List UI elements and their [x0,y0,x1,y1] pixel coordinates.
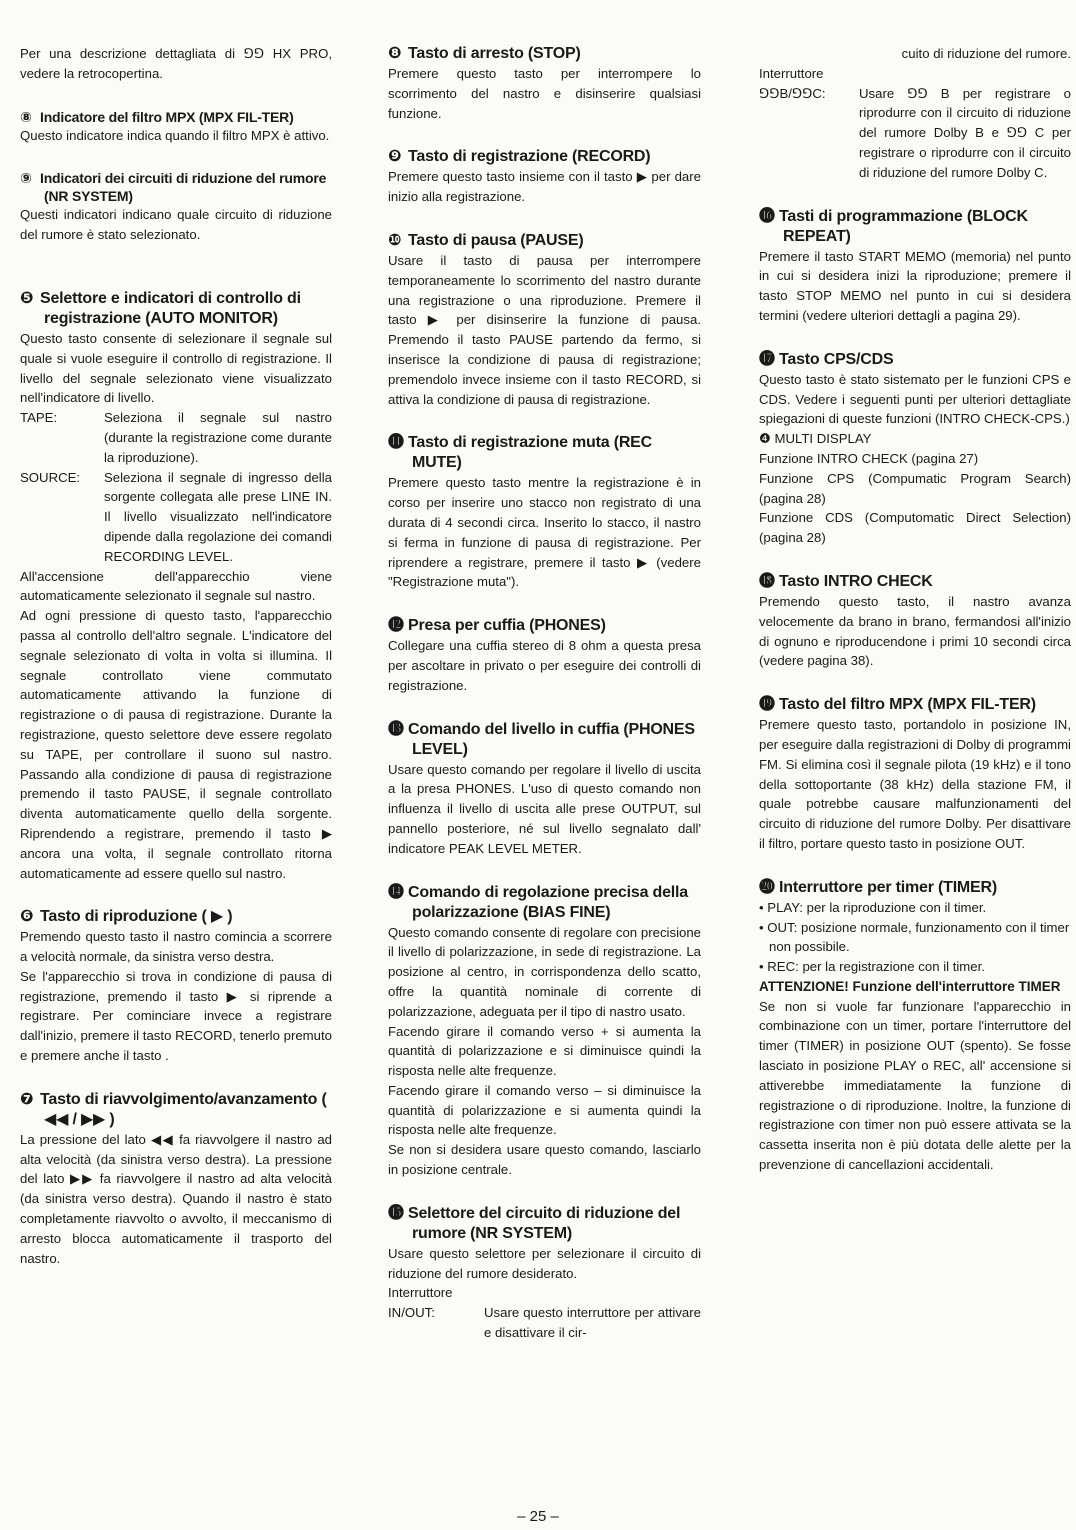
section-nr-indicators [20,169,332,245]
section-title: Tasto di pausa (PAUSE) [408,231,584,249]
section-number: ❿ [388,231,402,249]
definition-term: SOURCE: [20,469,81,485]
section-number: ⓳ [759,696,775,714]
section-heading [388,720,701,760]
bullet-item: • PLAY: per la riproduzione con il timer. [759,899,987,915]
section-body: Premere il tasto START MEMO (memoria) nel punto in cui si desidera inizi la riproduzione; premere il tasto STOP MEMO nel punto in cui si desidera termini (vedere ulteriori dettagli a pagina 29). [759,248,1071,323]
reference-line: ❹ MULTI DISPLAY [759,431,872,447]
section-number: ❾ [388,148,402,166]
section-body: Premere questo tasto, portandolo in posizione IN, per eseguire dalla registrazioni di Dolby di programmi FM. Si elimina così il segnale pilota (19 kHz) e il tono della sottoportante (38 kHz) della stazione FM, il quale potrebbe causare malfunzionamenti del circuito di riduzione del rumore Dolby. Per disattivare il filtro, portare questo tasto in posizione OUT. [759,717,1071,851]
continued-text: cuito di riduzione del rumore. [901,46,1071,61]
section-paragraph: Se non si desidera usare questo comando, lasciarlo in posizione centrale. [388,1142,701,1178]
section-rec-mute [388,433,701,592]
section-heading [20,907,332,927]
section-number: ⓲ [759,572,775,590]
section-body: Collegare una cuffia stereo di 8 ohm a questa presa per ascoltare in privato o per eseguire dei controlli di registrazione. [388,638,701,693]
section-heading [388,883,701,923]
bullet-item: • OUT: posizione normale, funzionamento con il timer non possibile. [759,919,1070,955]
section-pause [388,231,701,409]
section-body: Usare questo selettore per selezionare il circuito di riduzione del rumore desiderato. [388,1245,701,1281]
section-number: ⓯ [388,1204,404,1222]
section-number: ❻ [20,908,34,926]
section-heading [759,878,1071,898]
page-number: – 25 – [517,1508,559,1525]
definition-desc: Usare questo interruttore per attivare e disattivare il cir- [484,1305,701,1341]
section-title: Indicatore del filtro MPX (MPX FIL-TER) [40,108,294,125]
section-heading [759,350,1071,370]
intro-hx-pro [20,44,332,84]
section-paragraph: Premendo questo tasto il nastro comincia a scorrere a velocità normale, da sinistra verso destra. [20,929,332,965]
section-phones-level [388,720,701,859]
definition-list [388,1303,701,1343]
section-body: Usare il tasto di pausa per interrompere temporaneamente lo scorrimento del nastro durante una registrazione o una riproduzione. Premere il tasto ▶ per disinserire la funzione di pausa. Premendo il tasto PAUSE partendo da fermo, si inserisce la condizione di pausa di registrazione; premendolo invece insieme con il tasto RECORD, si attiva la condizione di pausa di registrazione. [388,252,701,407]
definition-in-out [388,1303,701,1343]
definition-dolby [759,84,1071,183]
column-middle [388,44,701,1367]
section-nr-selector-cont [759,44,1071,183]
section-paragraph: Facendo girare il comando verso – si diminuisce la quantità di polarizzazione e si aumenta quindi la risposta nelle alte frequenze. [388,1082,701,1138]
section-cps-cds [759,350,1071,548]
section-title: Tasto di arresto (STOP) [408,45,581,62]
section-title: Tasto di registrazione muta (REC MUTE) [408,434,653,472]
section-title: Comando del livello in cuffia (PHONES LEVEL) [408,720,695,758]
section-title: Tasto di registrazione (RECORD) [408,148,651,166]
section-heading [388,44,701,64]
section-title: Tasto del filtro MPX (MPX FIL-TER) [779,696,1036,714]
section-body: Premere questo tasto mentre la registrazione è in corso per inserire uno stacco non registrato di una durata di 4 secondi circa. Inserito lo stacco, il nastro si ferma in funzione di pausa di registrazione. Per riprendere a registrare, premere il tasto ▶ (vedere "Registrazione muta"). [388,475,701,590]
section-body: Questo indicatore indica quando il filtro MPX è attivo. [20,127,330,143]
section-mpx-indicator [20,108,332,146]
warning-heading: ATTENZIONE! Funzione dell'interruttore TIMER [759,978,1061,994]
section-timer [759,878,1071,1175]
section-title: Indicatori dei circuiti di riduzione del rumore (NR SYSTEM) [40,170,327,205]
section-number: ⓬ [388,617,404,635]
section-heading [388,616,701,636]
section-number: ❽ [388,45,402,62]
section-stop [388,44,701,123]
section-number: ❺ [20,289,34,307]
reference-line: Funzione CDS (Computomatic Direct Selection) (pagina 28) [759,510,1071,546]
section-intro-check [759,572,1071,671]
section-title: Tasto di riavvolgimento/avanzamento ( ◀◀ / ▶▶ ) [40,1090,327,1128]
section-number: ⓭ [388,720,404,738]
definition-desc: Seleziona il segnale di ingresso della sorgente collegata alle prese LINE IN. Il livello visualizzato nell'indicatore dipende dalla regolazione dei comandi RECORDING LEVEL. [104,469,332,564]
section-body: Questo tasto è stato sistemato per le funzioni CPS e CDS. Vedere i seguenti punti per ulteriori dettagliate spiegazioni di queste funzioni (INTRO CHECK-CPS.) [759,371,1071,427]
section-heading [20,1090,332,1130]
section-title: Selettore del circuito di riduzione del rumore (NR SYSTEM) [408,1204,681,1242]
definition-term: IN/OUT: [388,1305,435,1321]
section-mpx-filter [759,695,1071,854]
section-auto-monitor [20,289,332,883]
section-phones [388,616,701,695]
definition-desc: Usare ⅁⅁ B per registrare o riprodurre con il circuito di riduzione del rumore Dolby B e ⅁⅁ C per registrare o riprodurre con il circuito di riduzione del rumore Dolby C. [859,85,1071,180]
section-number: ⑨ [20,170,32,187]
section-number: ⓴ [759,878,775,896]
definition-tape [20,408,332,467]
section-number: ⓮ [388,883,404,901]
section-heading [20,289,332,329]
section-body: Premere questo tasto insieme con il tasto ▶ per dare inizio alla registrazione. [388,169,701,205]
bullet-item: • REC: per la registrazione con il timer. [759,959,985,975]
section-title: Tasti di programmazione (BLOCK REPEAT) [779,207,1028,245]
section-body: Questo tasto consente di selezionare il segnale sul quale si vuole eseguire il controllo di registrazione. Il livello del segnale selezionato viene visualizzato nell'indicatore di livello. [20,330,332,406]
section-title: Selettore e indicatori di controllo di registrazione (AUTO MONITOR) [40,289,301,327]
section-number: ❼ [20,1090,34,1108]
section-body: Premendo questo tasto, il nastro avanza velocemente da brano in brano, fermandosi all'inizio di ognuno e riproducendone i primi 10 secondi circa (vedere pagina 38). [759,593,1071,669]
section-body: Usare questo comando per regolare il livello di uscita a la presa PHONES. L'uso di questo comando non influenza il livello di uscita alle prese OUTPUT, sul pannello posteriore, né sul livello segnalato dall' indicatore PEAK LEVEL METER. [388,761,701,856]
section-body: Premere questo tasto per interrompere lo scorrimento del nastro e disinserire qualsiasi funzione. [388,66,701,121]
section-body: Se non si vuole far funzionare l'apparecchio in combinazione con un timer, portare l'interruttore del timer (TIMER) in posizione OUT (spento). Se fosse lasciato in posizione PLAY o REC, all' accensione si attiverebbe immediatamente la funzione di registrazione o di riproduzione. Inoltre, la funzione di registrazione con timer non può essere attivata se la cassetta inserita non è più dotata delle alette per la prevenzione di cancellazioni accidentali. [759,998,1071,1173]
section-paragraph: All'accensione dell'apparecchio viene automaticamente selezionato il segnale sul nastro. [20,568,332,604]
section-play-key [20,907,332,1066]
definition-list [20,408,332,566]
section-paragraph: Facendo girare il comando verso + si aumenta la quantità di polarizzazione e si diminuisce quindi la risposta nelle alte frequenze. [388,1023,701,1079]
definition-term: TAPE: [20,410,58,426]
section-number: ⓫ [388,434,404,452]
section-title: Interruttore per timer (TIMER) [779,878,998,896]
column-left [20,44,332,1292]
section-title: Comando di regolazione precisa della polarizzazione (BIAS FINE) [408,883,688,921]
section-heading [20,108,332,126]
section-body: La pressione del lato ◀◀ fa riavvolgere il nastro ad alta velocità (da sinistra verso destra). La pressione del lato ▶▶ fa riavvolgere il nastro ad alta velocità (da sinistra verso destra). Quando il nastro è stato completamente riavvolto o avvolto, il meccanismo di arresto blocca automaticamente il trasporto del nastro. [20,1131,332,1266]
section-number: ⓰ [759,207,775,225]
definition-list [759,84,1071,183]
section-heading [759,695,1071,715]
definition-desc: Seleziona il segnale sul nastro (durante la registrazione come durante la riproduzione). [104,410,332,465]
switch-label: Interruttore [759,65,824,81]
section-heading [759,572,1071,592]
section-block-repeat [759,207,1071,326]
section-body: Questi indicatori indicano quale circuito di riduzione del rumore è stato selezionato. [20,207,332,243]
section-heading [759,207,1071,247]
section-title: Tasto di riproduzione ( ▶ ) [40,908,233,926]
section-number: ⓱ [759,350,775,368]
section-paragraph: Questo comando consente di regolare con precisione il livello di polarizzazione, in sede di registrazione. La posizione al centro, in corrispondenza dello scatto, offre la quantità nominale di corrente di polarizzazione, adeguata per il tipo di nastro usato. [388,924,701,1019]
section-title: Presa per cuffia (PHONES) [408,617,606,635]
intro-text: Per una descrizione dettagliata di ⅁⅁ HX PRO, vedere la retrocopertina. [20,46,332,81]
section-number: ⑧ [20,108,32,125]
section-paragraph: Ad ogni pressione di questo tasto, l'apparecchio passa al controllo dell'altro segnale. L'indicatore del segnale selezionato di volta in volta si illumina. Il segnale controllato viene commutato automaticamente attivando la funzione di registrazione o di pausa di registrazione. Durante la registrazione, questo selettore deve essere regolato su TAPE, per controllare il suono sul nastro. Passando alla condizione di pausa di registrazione premendo il tasto PAUSE, il segnale controllato diventa automaticamente quello della sorgente. Riprendendo a registrare, premendo il tasto ▶ ancora una volta, il segnale controllato ritorna automaticamente ad essere quello sul nastro. [20,608,332,881]
section-title: Tasto INTRO CHECK [779,572,933,590]
switch-label: Interruttore [388,1285,453,1301]
section-bias-fine [388,883,701,1180]
section-title: Tasto CPS/CDS [779,350,894,368]
section-nr-selector [388,1204,701,1343]
section-paragraph: Se l'apparecchio si trova in condizione di pausa di registrazione, premendo il tasto ▶ si riprende a registrare. Per cominciare invece a registrare dall'inizio, premere il tasto RECORD, tenerlo premuto e premere anche il tasto . [20,968,332,1064]
section-heading [388,1204,701,1244]
section-record [388,147,701,207]
section-heading [388,433,701,473]
section-heading [20,169,332,205]
section-heading [388,147,701,167]
definition-term: ⅁⅁B/⅁⅁C: [759,85,826,101]
reference-line: Funzione CPS (Compumatic Program Search) (pagina 28) [759,470,1071,506]
reference-line: Funzione INTRO CHECK (pagina 27) [759,450,979,466]
definition-source [20,468,332,567]
section-heading [388,231,701,251]
section-rewind-ff [20,1090,332,1269]
column-right [759,44,1071,1199]
